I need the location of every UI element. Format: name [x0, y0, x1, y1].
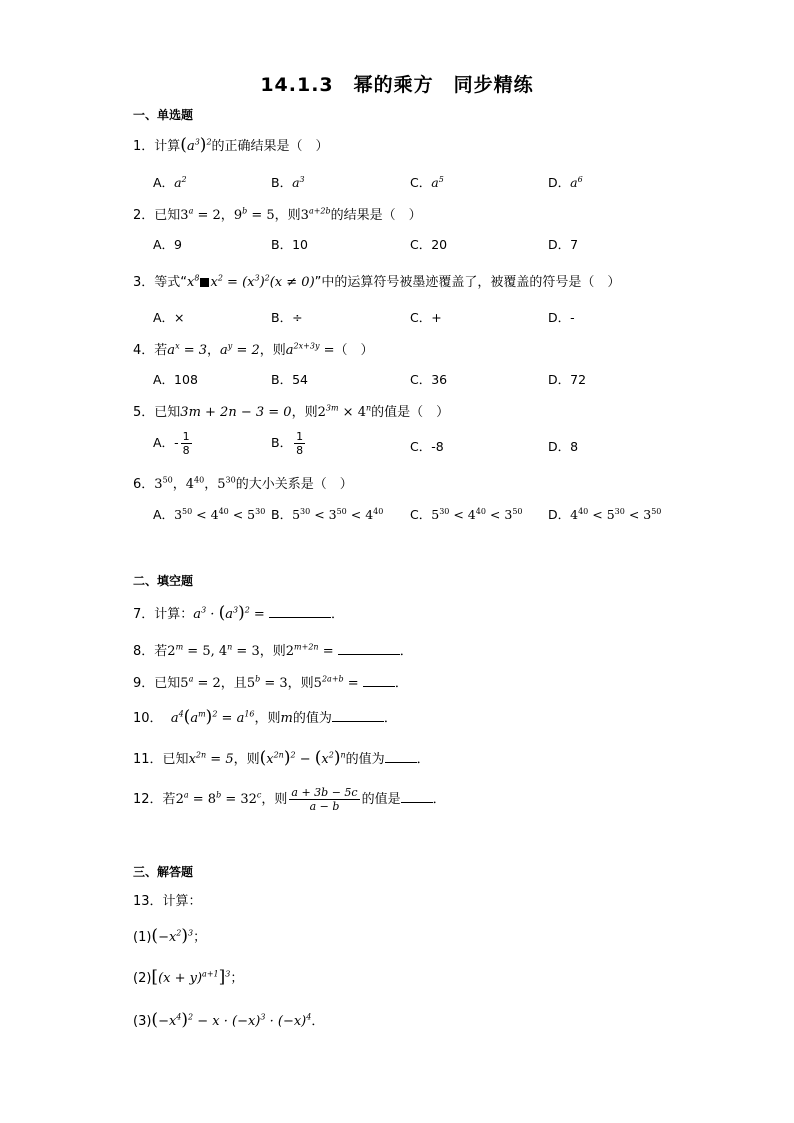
q1-option-d[interactable]: D．$a^6$ — [548, 174, 583, 190]
question-7: 7．计算：$a^3 \cdot (a^3)^2$ = ． — [133, 603, 344, 623]
q5-option-a[interactable]: A．- $\frac{1}{8}$ — [153, 430, 190, 457]
question-6: 6．$3^{50}$，$4^{40}$，$5^{30}$的大小关系是（ ） — [133, 475, 353, 492]
question-12: 12．若$2^a = 8^b = 32^c$，则 $\frac{a + 3b - 5c}{a - b}$ 的值是 ． — [133, 786, 446, 813]
ink-blot-icon — [200, 278, 209, 287]
q2-option-b[interactable]: B．10 — [271, 237, 308, 252]
question-8: 8．若$2^m = 5$, $4^n = 3$，则$2^{m+2n}$ = ． — [133, 642, 413, 659]
q3-option-b[interactable]: B．÷ — [271, 310, 303, 325]
q3-option-c[interactable]: C．+ — [410, 310, 442, 325]
section-heading-solve: 三、解答题 — [133, 865, 194, 879]
question-13-part-2: $(2)[(x + y)^{a+1}]^3$； — [133, 967, 244, 987]
q4-option-a[interactable]: A．108 — [153, 372, 198, 387]
answer-blank[interactable] — [338, 643, 400, 655]
answer-blank[interactable] — [332, 710, 384, 722]
question-3: 3．等式“$x^8$ $x^2 = (x^3)^2(x \ne 0)$”中的运算符号被墨迹覆盖了，被覆盖的符号是（ ） — [133, 273, 621, 290]
q6-option-b[interactable]: B．$5^{30} < 3^{50} < 4^{40}$ — [271, 506, 384, 522]
answer-blank[interactable] — [269, 606, 331, 618]
q1-expression: $(a^3)^2$ — [180, 135, 212, 155]
question-5: 5．已知3m + 2n − 3 = 0，则$2^{3m} \times 4^n$的值是（ ） — [133, 403, 450, 420]
answer-blank[interactable] — [385, 751, 417, 763]
question-4: 4．若$a^x = 3$，$a^y = 2$，则$a^{2x+3y}$ =（ ） — [133, 341, 374, 358]
q3-option-a[interactable]: A．× — [153, 310, 185, 325]
q2-option-c[interactable]: C．20 — [410, 237, 448, 252]
q4-option-d[interactable]: D．72 — [548, 372, 587, 387]
question-13: 13．计算： — [133, 894, 202, 909]
q2-option-d[interactable]: D．7 — [548, 237, 579, 252]
question-13-part-3: $(3)(-x^4)^2 - x \cdot (-x)^3 \cdot (-x)^4$． — [133, 1010, 325, 1030]
answer-blank[interactable] — [401, 791, 433, 803]
section-heading-single-choice: 一、单选题 — [133, 108, 194, 122]
q6-option-a[interactable]: A．$3^{50} < 4^{40} < 5^{30}$ — [153, 506, 266, 522]
question-2: 2．已知$3^a = 2$，$9^b = 5$，则$3^{a+2b}$的结果是（ ） — [133, 206, 422, 223]
question-1: 1．计算$(a^3)^2$的正确结果是（ ） — [133, 135, 329, 155]
q6-option-d[interactable]: D．$4^{40} < 5^{30} < 3^{50}$ — [548, 506, 662, 522]
q6-option-c[interactable]: C．$5^{30} < 4^{40} < 3^{50}$ — [410, 506, 523, 522]
q5-option-b[interactable]: B． $\frac{1}{8}$ — [271, 430, 304, 457]
question-11: 11．已知$x^{2n} = 5$，则$(x^{2n})^2 - (x^2)^n$的值为 ． — [133, 748, 430, 768]
q1-option-a[interactable]: A．$a^2$ — [153, 174, 187, 190]
answer-blank[interactable] — [363, 675, 395, 687]
section-heading-fill-blank: 二、填空题 — [133, 574, 194, 588]
q2-option-a[interactable]: A．9 — [153, 237, 183, 252]
q1-option-b[interactable]: B．$a^3$ — [271, 174, 305, 190]
q12-fraction: $\frac{a + 3b - 5c}{a - b}$ — [291, 786, 358, 813]
q1-option-c[interactable]: C．$a^5$ — [410, 174, 444, 190]
question-9: 9．已知$5^a = 2$，且$5^b = 3$，则$5^{2a+b}$ = ． — [133, 674, 408, 691]
question-13-part-1: $(1)(-x^2)^3$； — [133, 926, 207, 946]
page-title: 14.1.3 幂的乘方 同步精练 — [260, 74, 534, 96]
q5-option-d[interactable]: D．8 — [548, 439, 579, 454]
q4-option-b[interactable]: B．54 — [271, 372, 308, 387]
question-10: 10． $a^4(a^m)^2 = a^{16}$，则m的值为 ． — [133, 707, 397, 727]
q4-option-c[interactable]: C．36 — [410, 372, 448, 387]
q5-option-c[interactable]: C．-8 — [410, 439, 444, 454]
q3-option-d[interactable]: D．- — [548, 310, 575, 325]
